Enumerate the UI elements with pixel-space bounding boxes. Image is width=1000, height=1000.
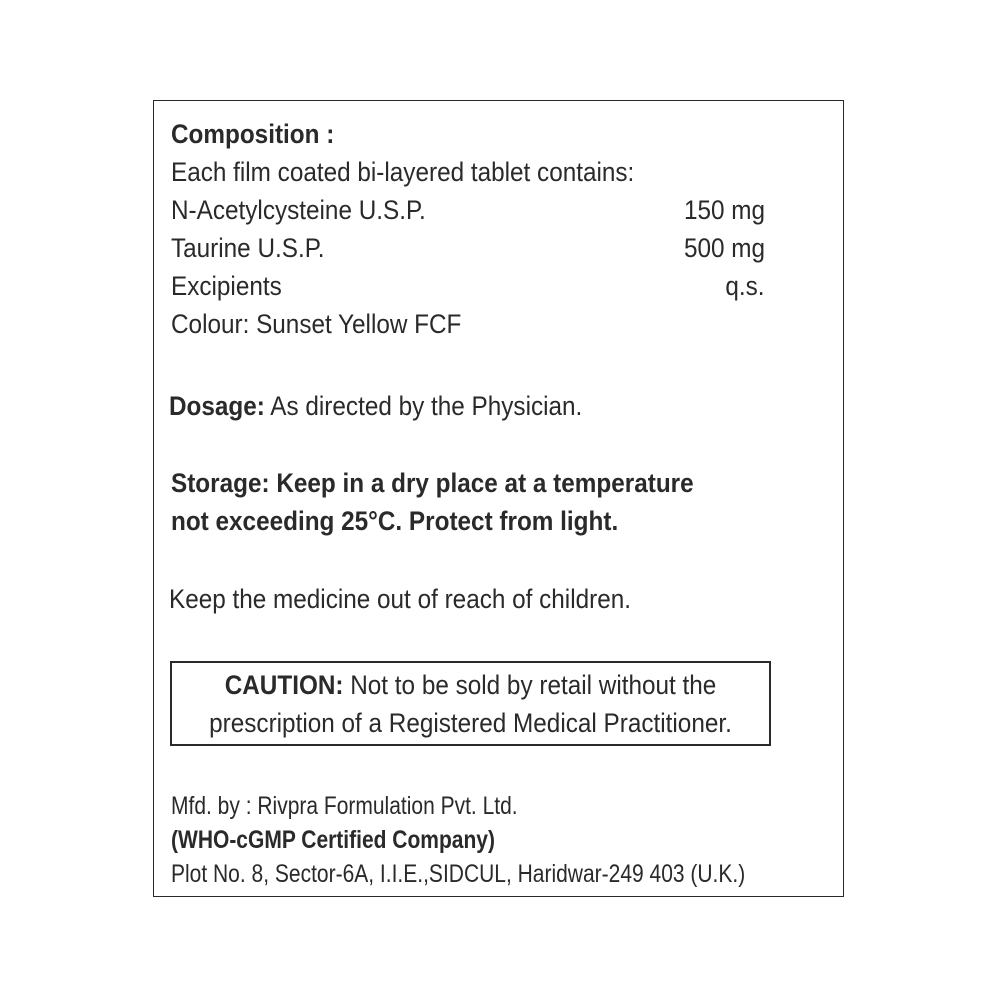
- caution-box: [170, 661, 771, 746]
- certification-line: (WHO-cGMP Certified Company): [171, 826, 495, 854]
- colour-line: Colour: Sunset Yellow FCF: [171, 309, 462, 339]
- dosage-line: [169, 390, 582, 422]
- dosage-text: As directed by the Physician.: [264, 391, 583, 421]
- storage-line-2: not exceeding 25°C. Protect from light.: [171, 506, 619, 536]
- composition-intro: Each film coated bi-layered tablet contains:: [171, 157, 635, 187]
- medicine-label-panel: [153, 100, 844, 897]
- ingredient-name: Excipients: [171, 271, 282, 301]
- ingredient-amount: 500 mg: [683, 233, 765, 263]
- composition-heading: Composition :: [171, 119, 335, 149]
- caution-text: Not to be sold by retail without the: [343, 670, 717, 700]
- ingredient-name: Taurine U.S.P.: [171, 233, 325, 263]
- dosage-label: Dosage:: [169, 391, 265, 421]
- children-warning: Keep the medicine out of reach of children.: [169, 584, 631, 614]
- ingredient-amount: 150 mg: [683, 195, 765, 225]
- caution-line-2: prescription of a Registered Medical Practitioner.: [209, 708, 732, 738]
- ingredient-amount: q.s.: [725, 271, 765, 301]
- manufacturer-line: Mfd. by : Rivpra Formulation Pvt. Ltd.: [171, 792, 518, 820]
- address-line: Plot No. 8, Sector-6A, I.I.E.,SIDCUL, Haridwar-249 403 (U.K.): [171, 860, 746, 888]
- caution-label: CAUTION:: [224, 670, 344, 700]
- caution-line-1: [202, 669, 739, 701]
- storage-line-1: Storage: Keep in a dry place at a temperature: [171, 468, 694, 498]
- ingredient-name: N-Acetylcysteine U.S.P.: [171, 195, 426, 225]
